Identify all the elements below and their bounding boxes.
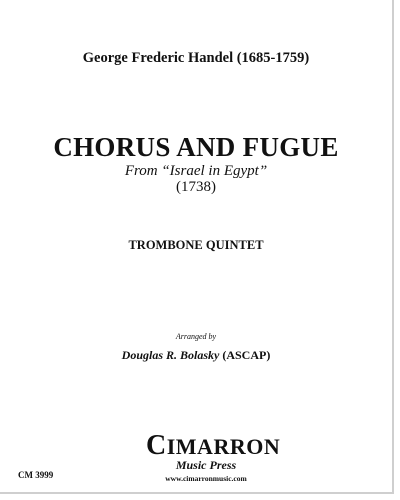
arranger-line (0, 348, 392, 363)
arranger-name: Douglas R. Bolasky (121, 348, 220, 362)
composer-line: George Frederic Handel (1685-1759) (82, 50, 310, 66)
publisher-initial: C (146, 430, 167, 461)
instrumentation: TROMBONE QUINTET (128, 238, 264, 252)
arranged-by-label: Arranged by (175, 332, 217, 341)
publisher-logo (146, 430, 281, 472)
piece-source: From “Israel in Egypt” (124, 163, 268, 179)
publisher-name-rest: IMARRON (166, 434, 281, 459)
arranger-affiliation: (ASCAP) (222, 348, 271, 362)
catalog-number: CM 3999 (18, 470, 54, 480)
publisher-name (146, 430, 281, 461)
piece-year: (1738) (176, 179, 216, 195)
publisher-subtitle: Music Press (175, 458, 237, 472)
piece-title: CHORUS AND FUGUE (53, 132, 339, 162)
publisher-website: www.cimarronmusic.com (165, 474, 247, 483)
